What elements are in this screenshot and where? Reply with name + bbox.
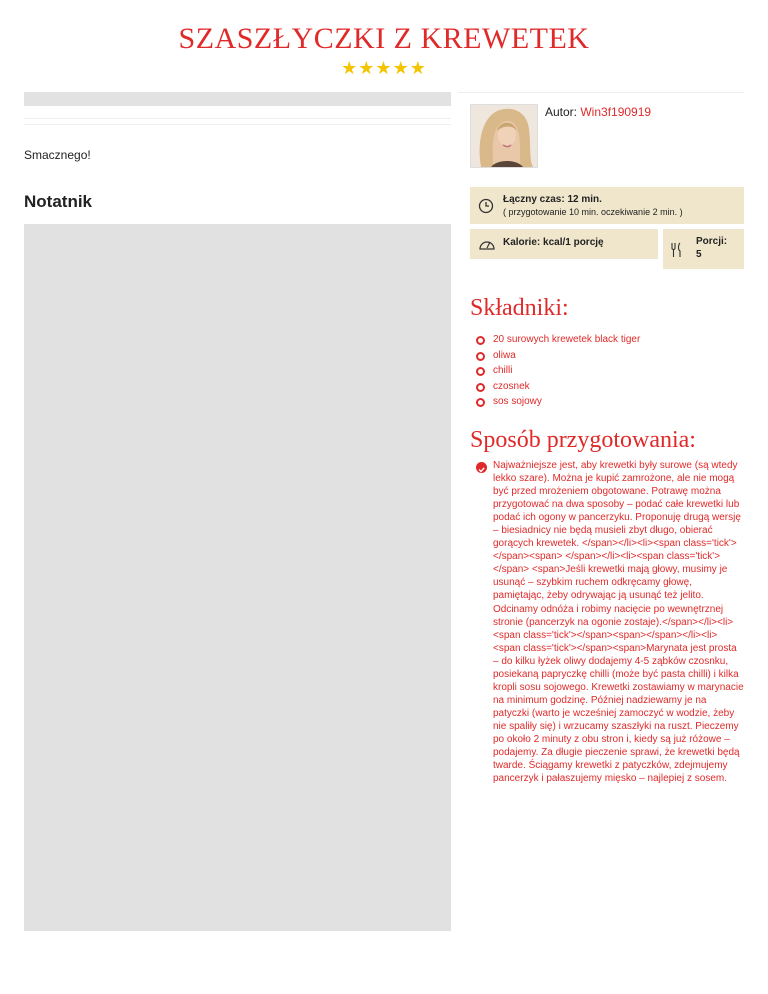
servings-info-box xyxy=(663,229,744,269)
clock-icon xyxy=(478,198,494,214)
bullet-icon xyxy=(476,352,485,361)
ingredient-label: sos sojowy xyxy=(493,396,542,408)
author-avatar xyxy=(470,104,538,168)
notes-area[interactable] xyxy=(24,224,451,931)
time-info-box xyxy=(470,187,744,224)
ingredients-list xyxy=(476,332,640,410)
author-line xyxy=(545,105,651,119)
ingredient-item xyxy=(476,332,640,348)
ingredient-label: chilli xyxy=(493,365,513,377)
rating-stars-icon: ★★★★★ xyxy=(341,58,427,78)
divider xyxy=(458,92,744,93)
total-time: Łączny czas: 12 min. xyxy=(503,194,602,205)
ingredient-item xyxy=(476,394,640,410)
recipe-title: SZASZŁYCZKI Z KREWETEK xyxy=(178,22,590,55)
speedometer-icon xyxy=(478,236,496,252)
ingredients-title: Składniki: xyxy=(470,295,569,321)
ingredient-item xyxy=(476,363,640,379)
author-photo-icon xyxy=(471,105,537,167)
bullet-icon xyxy=(476,336,485,345)
preparation-steps xyxy=(476,459,744,785)
bullet-icon xyxy=(476,398,485,407)
check-icon xyxy=(476,462,487,473)
preparation-title: Sposób przygotowania: xyxy=(470,427,696,453)
calories: Kalorie: kcal/1 porcję xyxy=(503,237,604,248)
ingredient-item xyxy=(476,379,640,395)
preparation-text: Najważniejsze jest, aby krewetki były surowe (są wtedy lekko szare). Można je kupić zamrożone, ale nie mogą być przed mrożeniem obgotowane. Potrawę można przygotować na dwa sposoby – podać całe krewetki lub podać ich ogony w pancerzyku. Proponuję drugą wersję – biesiadnicy nie będą musieli zbyt długo, obierać gorących krewetek. </span></li><li><span class='tick'></span><span> </span></li><li><span class='tick'></span> <span>Jeśli krewetki mają głowy, musimy je usunąć – szybkim ruchem odkręcamy głowę, pamiętając, żeby odrywając ją usunąć też jelito. Odcinamy odnóża i robimy nacięcie po wewnętrznej stronie (pancerzyk na ogonie zostaje).</span></li><li><span class='tick'></span><span></span></li><li><span class='tick'></span><span>Marynata jest prosta – do kilku łyżek oliwy dodajemy 4-5 ząbków czosnku, posiekaną papryczkę chilli (może być pasta chilli) i kilka kropli sosu sojowego. Krewetki zostawiamy w marynacie na minimum godzinę. Później nadziewamy je na patyczki (warto je wcześniej zamoczyć w wodzie, żeby nie spaliły się) i wrzucamy szaszłyki na ruszt. Pieczemy po około 2 minuty z obu stron i, kiedy są już różowe – podajemy. Za długie pieczenie sprawi, że krewetki będą twarde. Ściągamy krewetki z patyczków, zdejmujemy pancerzyk i pałaszujemy mięsko – najlepiej z sosem. xyxy=(493,460,744,785)
bullet-icon xyxy=(476,367,485,376)
author-label: Autor: xyxy=(545,105,578,119)
left-header-bar xyxy=(24,92,451,106)
time-detail: ( przygotowanie 10 min. oczekiwanie 2 min. ) xyxy=(503,207,683,217)
divider xyxy=(24,124,451,125)
author-link[interactable]: Win3f190919 xyxy=(580,105,652,119)
bullet-icon xyxy=(476,383,485,392)
servings-value: 5 xyxy=(696,249,702,260)
ingredient-item xyxy=(476,348,640,364)
servings-label: Porcji: xyxy=(696,236,728,247)
ingredient-label: czosnek xyxy=(493,380,530,392)
fork-knife-icon xyxy=(670,242,684,258)
calories-info-box xyxy=(470,229,658,259)
ingredient-label: oliwa xyxy=(493,349,516,361)
greeting-text: Smacznego! xyxy=(24,148,91,162)
notes-title: Notatnik xyxy=(24,192,92,211)
ingredient-label: 20 surowych krewetek black tiger xyxy=(493,334,641,345)
divider xyxy=(24,118,451,119)
